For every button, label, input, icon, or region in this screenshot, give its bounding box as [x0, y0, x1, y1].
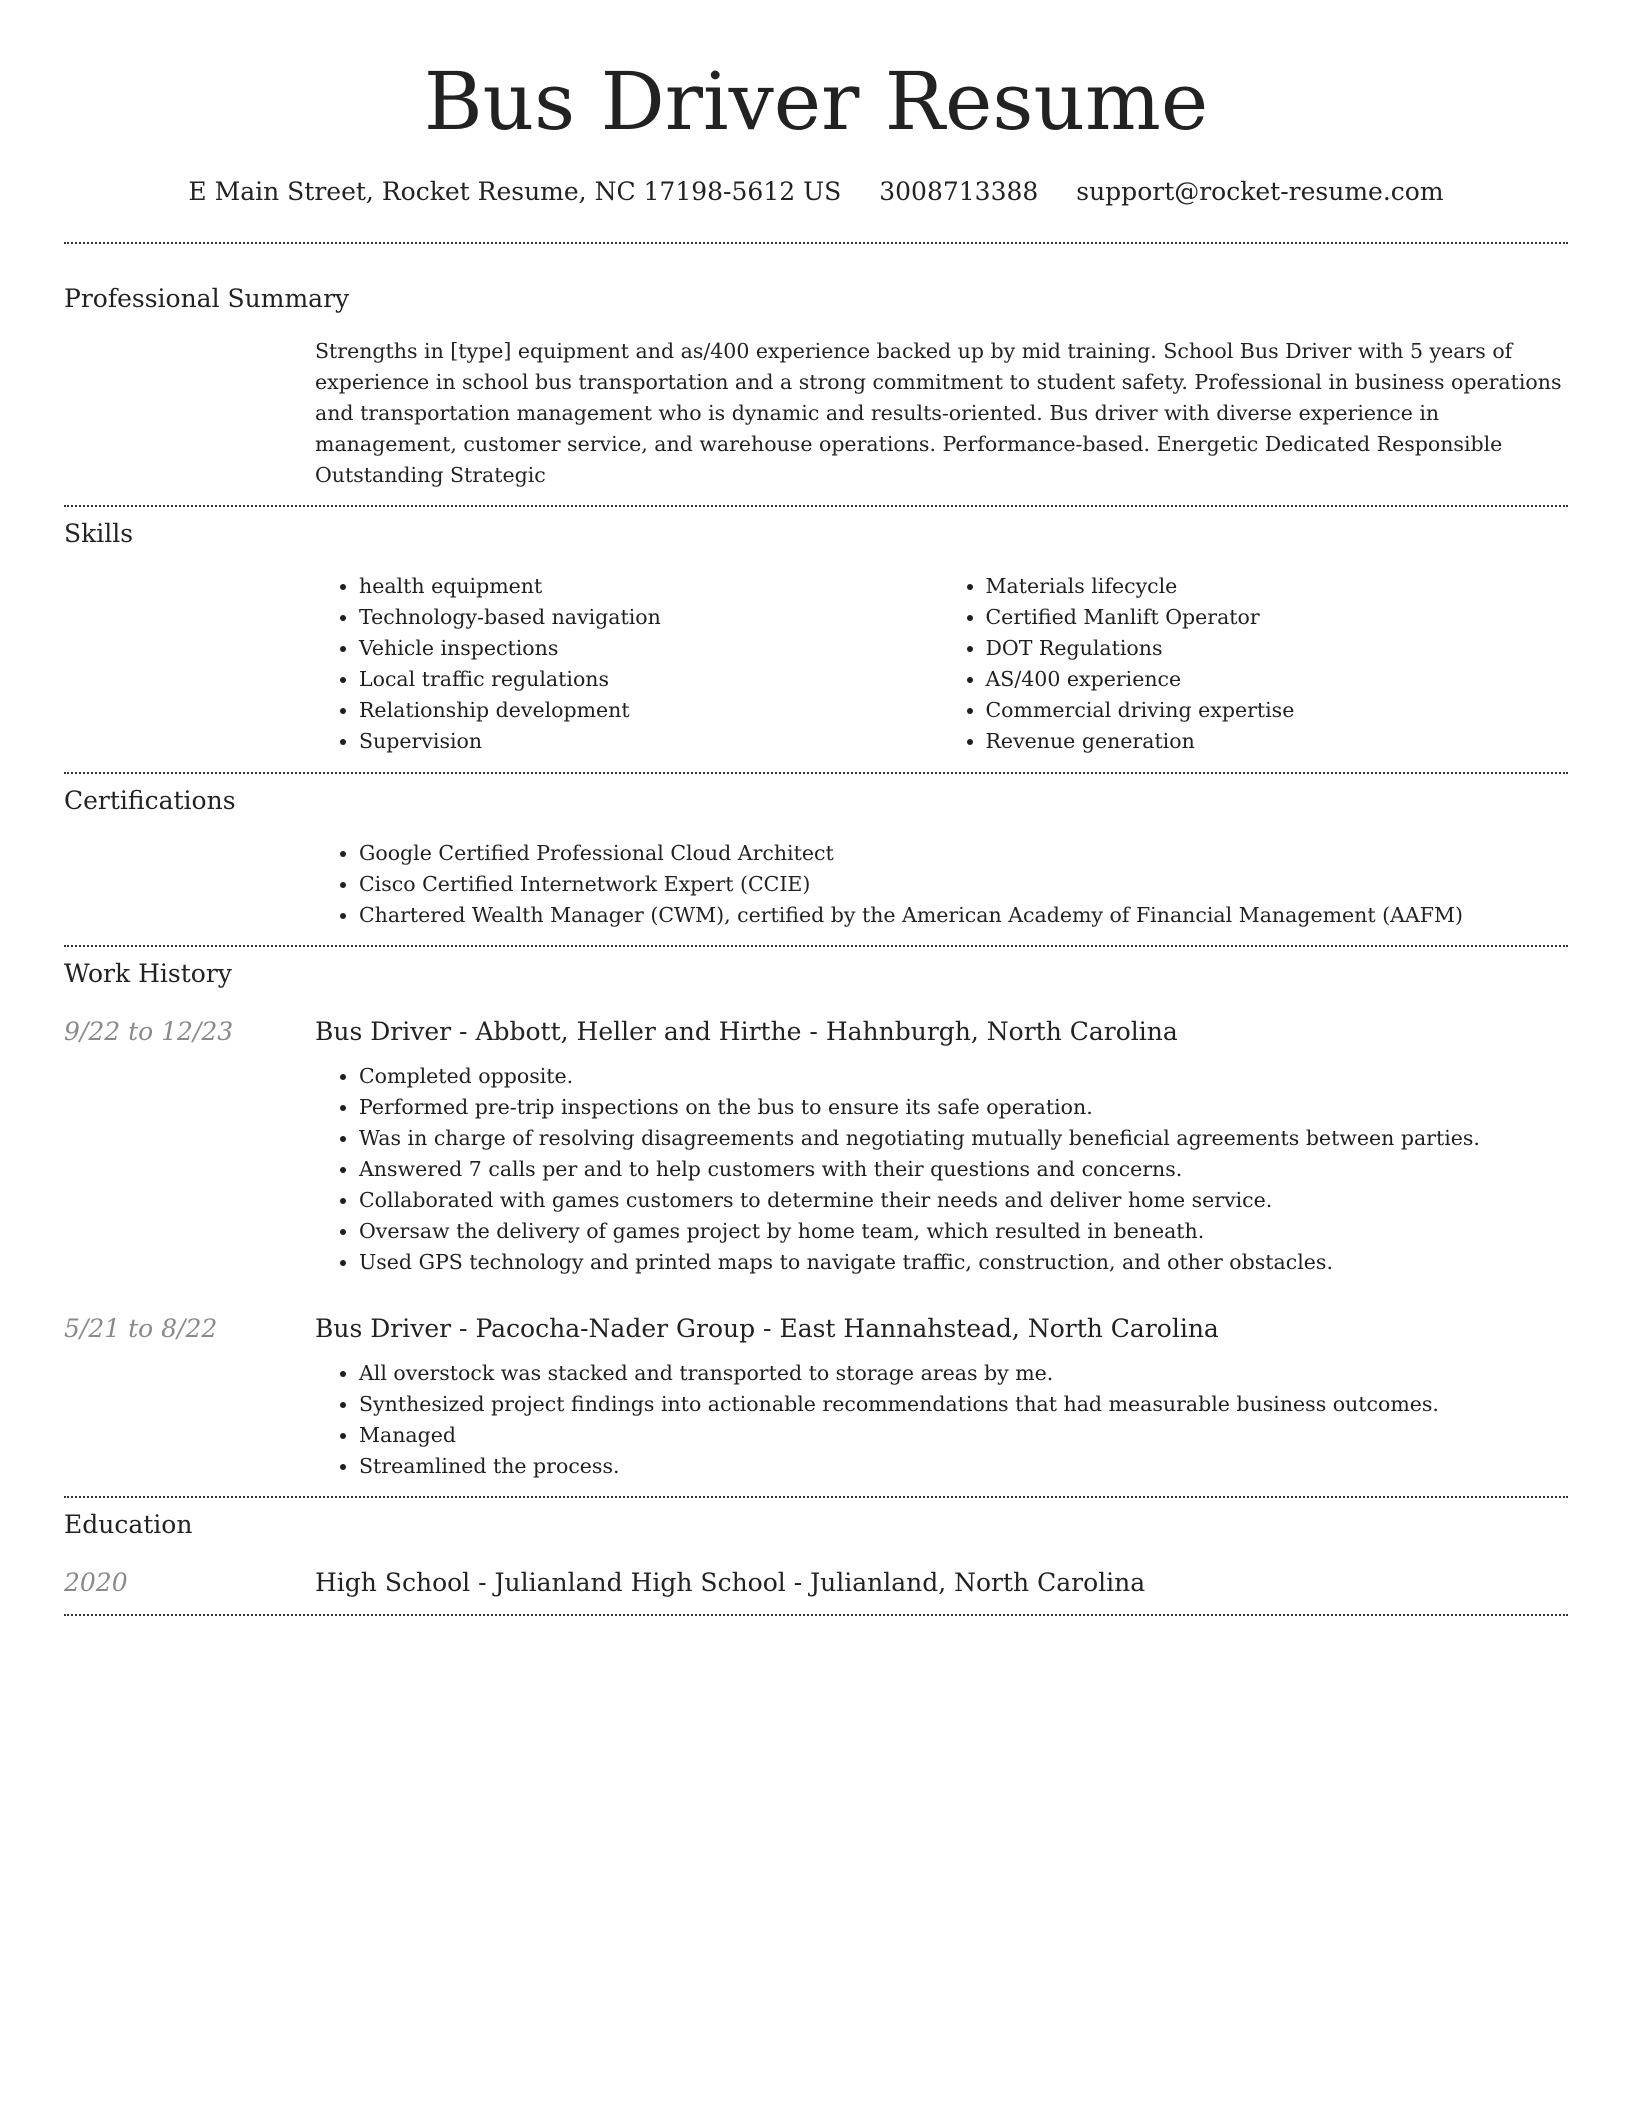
work-section: [64, 957, 1568, 1482]
list-item: • Oversaw the delivery of games project by home team, which resulted in beneath.: [359, 1216, 1568, 1247]
list-item: • Local traffic regulations: [359, 664, 942, 695]
job-dates: 5/21 to 8/22: [64, 1314, 218, 1343]
certifications-section: [64, 784, 1568, 931]
job-bullet-list: [315, 1358, 1568, 1482]
list-item: • Collaborated with games customers to determine their needs and deliver home service.: [359, 1185, 1568, 1216]
list-item: • DOT Regulations: [986, 633, 1569, 664]
contact-address: E Main Street, Rocket Resume, NC 17198-5612 US: [188, 177, 842, 206]
list-item: • AS/400 experience: [986, 664, 1569, 695]
job-title: Bus Driver - Pacocha-Nader Group - East Hannahstead, North Carolina: [315, 1314, 1219, 1343]
list-item: • Google Certified Professional Cloud Architect: [359, 838, 1568, 869]
divider: [64, 772, 1568, 774]
skills-section: [64, 517, 1568, 757]
skills-list-right: [942, 571, 1569, 757]
list-item: • Performed pre-trip inspections on the bus to ensure its safe operation.: [359, 1092, 1568, 1123]
skills-grid: [315, 571, 1568, 757]
list-item: • Synthesized project findings into actionable recommendations that had measurable business outcomes.: [359, 1389, 1568, 1420]
list-item: • Vehicle inspections: [359, 633, 942, 664]
education-year: 2020: [64, 1568, 128, 1597]
job-bullet-list: [315, 1061, 1568, 1278]
divider: [64, 242, 1568, 244]
list-item: • Supervision: [359, 726, 942, 757]
certifications-heading: Certifications: [64, 786, 236, 815]
list-item: • Was in charge of resolving disagreements and negotiating mutually beneficial agreements between parties.: [359, 1123, 1568, 1154]
list-item: • Answered 7 calls per and to help customers with their questions and concerns.: [359, 1154, 1568, 1185]
job-bullets: [315, 1358, 1568, 1482]
job-header: [64, 1015, 1568, 1049]
list-item: • Cisco Certified Internetwork Expert (CCIE): [359, 869, 1568, 900]
list-item: • All overstock was stacked and transported to storage areas by me.: [359, 1358, 1568, 1389]
contact-line: [64, 176, 1568, 208]
job-entry: [64, 1015, 1568, 1278]
job-bullets: [315, 1061, 1568, 1278]
education-entry: [64, 1566, 1568, 1600]
summary-body: [315, 336, 1568, 491]
divider: [64, 945, 1568, 947]
list-item: • Technology-based navigation: [359, 602, 942, 633]
certifications-body: [315, 838, 1568, 931]
list-item: • Materials lifecycle: [986, 571, 1569, 602]
list-item: • Completed opposite.: [359, 1061, 1568, 1092]
contact-email: support@rocket-resume.com: [1076, 177, 1444, 206]
list-item: • Commercial driving expertise: [986, 695, 1569, 726]
education-title: High School - Julianland High School - Julianland, North Carolina: [315, 1568, 1146, 1597]
summary-section: [64, 282, 1568, 491]
divider: [64, 1614, 1568, 1616]
list-item: • health equipment: [359, 571, 942, 602]
divider: [64, 1496, 1568, 1498]
contact-phone: 3008713388: [879, 177, 1039, 206]
list-item: • Used GPS technology and printed maps to navigate traffic, construction, and other obstacles.: [359, 1247, 1568, 1278]
job-header: [64, 1312, 1568, 1346]
skills-list-left: [315, 571, 942, 757]
list-item: • Revenue generation: [986, 726, 1569, 757]
list-item: • Streamlined the process.: [359, 1451, 1568, 1482]
education-section: [64, 1508, 1568, 1600]
job-entry: [64, 1312, 1568, 1482]
list-item: • Certified Manlift Operator: [986, 602, 1569, 633]
list-item: • Managed: [359, 1420, 1568, 1451]
job-dates: 9/22 to 12/23: [64, 1017, 234, 1046]
list-item: • Chartered Wealth Manager (CWM), certified by the American Academy of Financial Management (AAFM): [359, 900, 1568, 931]
divider: [64, 505, 1568, 507]
certifications-list: [315, 838, 1568, 931]
job-title: Bus Driver - Abbott, Heller and Hirthe - Hahnburgh, North Carolina: [315, 1017, 1178, 1046]
work-heading: Work History: [64, 959, 232, 988]
summary-heading: Professional Summary: [64, 284, 350, 313]
list-item: • Relationship development: [359, 695, 942, 726]
summary-text: Strengths in [type] equipment and as/400 experience backed up by mid training. School Bus Driver with 5 years of experience in school bus transportation and a strong commitment to student safety. Professional in business operations and transportation management who is dynamic and results-oriented. Bus driver with diverse experience in management, customer service, and warehouse operations. Performance-based. Energetic Dedicated Responsible Outstanding Strategic: [315, 339, 1562, 487]
education-heading: Education: [64, 1510, 193, 1539]
skills-heading: Skills: [64, 519, 134, 548]
resume-title: Bus Driver Resume: [423, 55, 1209, 148]
